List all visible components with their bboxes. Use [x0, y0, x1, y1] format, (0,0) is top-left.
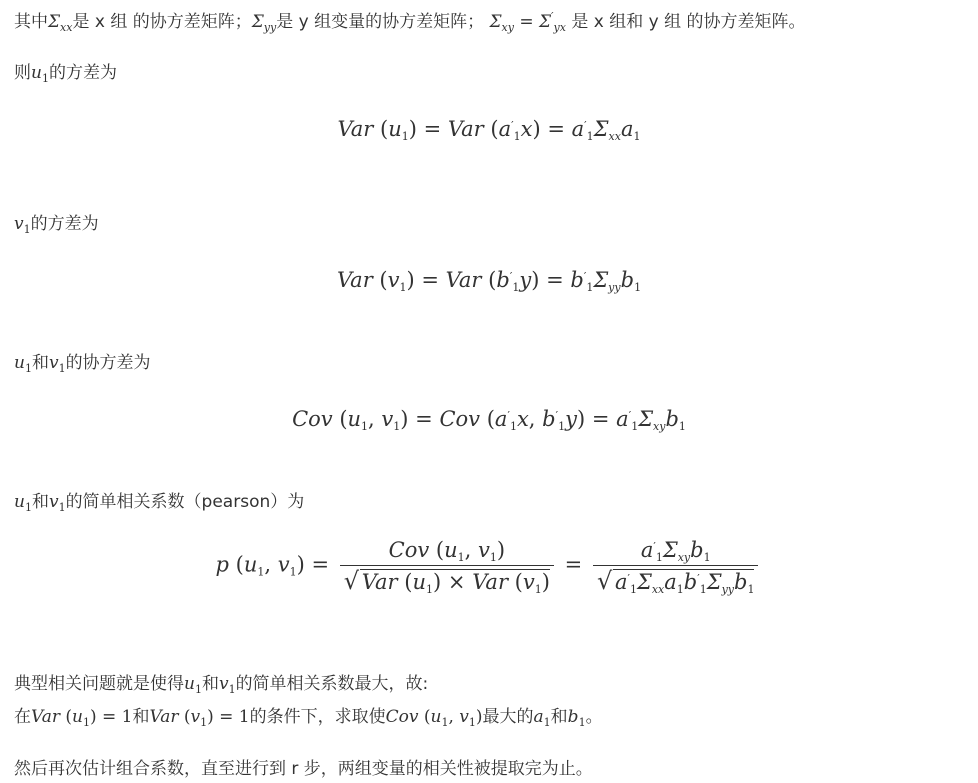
text-segment: 是 x 组 的协方差矩阵； [72, 12, 252, 32]
text-segment: 其中 [14, 12, 48, 32]
text-constraint [14, 705, 603, 729]
text-segment: 的简单相关系数最大，故: [235, 674, 429, 694]
text-variance-v1-intro [14, 212, 99, 236]
text-pearson-intro [14, 490, 304, 514]
equation-cov-u1-v1: Cov ($u_1$, $v_1$) = Cov ($a'_1x$, $b'_1y) = a'_1\Sigma_{xy}b_1$ [292, 407, 686, 433]
equation-pearson: p ($u_1$, $v_1$) = Cov ($u_1$, $v_1$) √ Var $(u_1)$ × Var $(v_1)$ = $a'_1\Sigma_{xy}b_1$ √ $a'_1\Sigma_{xx}a_1b'_1\Sigma_{yy}b_1$ [0, 538, 978, 594]
math-u1: $u_1$ [184, 674, 202, 696]
math-u1: $u_1$ [14, 353, 32, 375]
math-sigma-xx: $\Sigma_{xx}$ [48, 12, 73, 34]
equation-var-v1: Var $(v_1)$ = Var $(b'_1y) = b'_1\Sigma_{yy}b_1$ [336, 268, 642, 294]
math-v1: $v_1$ [14, 214, 31, 236]
text-segment: 的方差为 [30, 214, 99, 234]
text-covariance-intro [14, 351, 151, 375]
text-segment: 的简单相关系数（pearson）为 [65, 492, 305, 512]
math-a1: $a_1$ [533, 707, 551, 729]
fraction-quadratic-forms: $a'_1\Sigma_{xy}b_1$ √ $a'_1\Sigma_{xx}a_1b'_1\Sigma_{yy}b_1$ [593, 538, 759, 594]
text-segment: 然后再次估计组合系数，直至进行到 r 步，两组变量的相关性被提取完为止。 [14, 759, 593, 779]
math-v1: $v_1$ [48, 492, 66, 514]
text-segment: 的协方差为 [65, 353, 151, 373]
equation-var-u1: Var $(u_1)$ = Var $(a'_1x) = a'_1\Sigma_{xx}a_1$ [337, 117, 641, 143]
text-segment: 典型相关问题就是使得 [14, 674, 184, 694]
text-segment: 则 [14, 63, 31, 83]
math-u1: $u_1$ [31, 63, 49, 85]
text-segment: 的条件下，求取使 [249, 707, 386, 727]
text-segment: 和 [132, 707, 150, 727]
text-segment: 在 [14, 707, 31, 727]
text-segment: 。 [585, 707, 603, 727]
fraction-cov-over-sqrt-var: Cov ($u_1$, $v_1$) √ Var $(u_1)$ × Var $(v_1)$ [340, 538, 554, 594]
math-sigma-yy: $\Sigma_{yy}$ [251, 12, 277, 34]
math-v1: $v_1$ [218, 674, 236, 696]
text-iteration-note [14, 757, 593, 781]
text-segment: 是 y 组变量的协方差矩阵； [276, 12, 485, 32]
text-segment: 的方差为 [48, 63, 117, 83]
math-sigma-xy-eq: $\Sigma_{xy} = \Sigma'_{yx}$ [489, 10, 566, 34]
text-segment: 和 [201, 674, 219, 694]
text-segment: 和 [550, 707, 568, 727]
math-b1: $b_1$ [567, 707, 586, 729]
text-covariance-definitions [14, 10, 806, 34]
text-segment: 是 x 组和 y 组 的协方差矩阵。 [571, 12, 806, 32]
text-segment: 和 [31, 353, 49, 373]
math-v1: $v_1$ [48, 353, 66, 375]
math-var-v1-eq-1: Var $(v_1) = 1$ [149, 707, 250, 729]
text-segment: 最大的 [482, 707, 534, 727]
text-segment: 和 [31, 492, 49, 512]
math-u1: $u_1$ [14, 492, 32, 514]
text-problem-statement [14, 672, 428, 696]
text-variance-u1-intro [14, 61, 117, 85]
math-var-u1-eq-1: Var $(u_1) = 1$ [31, 707, 133, 729]
math-cov-u1-v1: Cov ($u_1$, $v_1$) [385, 707, 483, 729]
